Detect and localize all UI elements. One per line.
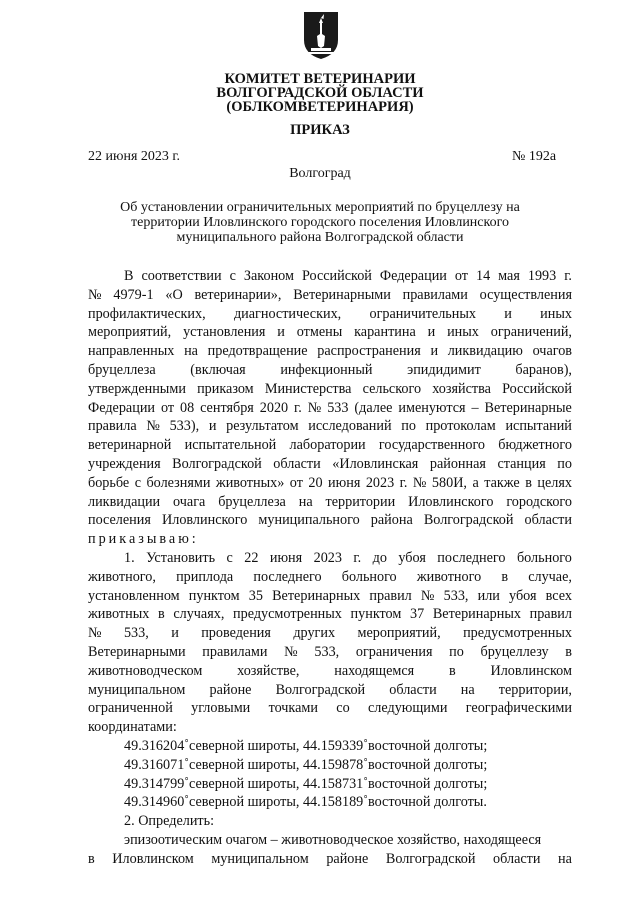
word: бруцеллезу [480,643,549,660]
word: муниципальном [211,850,309,867]
word: и [171,625,179,642]
word: точками [268,700,318,717]
word: г. [353,549,362,566]
word: эпидидимит [407,361,481,378]
word: ветеринарной [88,437,172,454]
word: исследований [308,418,392,435]
committee-abbreviation: (ОБЛКОМВЕТЕРИНАРИЯ) [226,99,414,115]
word: результатом [226,418,299,435]
word: угловыми [191,700,251,717]
word: а [472,474,479,491]
word: Иловлинского [162,512,248,529]
body-line [88,455,572,474]
word: «Иловлинская [332,455,419,472]
word: находящемся [334,662,415,679]
word: правила [88,418,137,435]
word: 14 [475,268,491,284]
word: Ветеринарными [88,643,186,660]
subject-line: Об установлении ограничительных мероприятий по бруцеллезу на [120,200,520,215]
coordinate-line: 49.316204˚северной широты, 44.159339˚восточной долготы; [124,737,488,754]
word: № [88,286,102,303]
body-line [88,643,572,662]
word: 08 [179,399,195,416]
document-title: ПРИКАЗ [290,122,350,138]
body-line [88,267,572,286]
body-line [88,323,572,342]
word: области [389,681,437,698]
word: в [525,474,532,491]
word: и [427,324,436,341]
word: бруцеллеза [88,361,156,378]
word: г. [564,268,572,284]
word: мая [498,268,520,284]
word: 2023 [313,549,342,566]
body-line: приказываю: [88,531,199,548]
word: иных [447,324,479,341]
word: 2020 [259,399,289,416]
word: ограничения [355,643,433,660]
body-line [88,436,572,455]
coat-of-arms-icon [302,10,340,60]
subject-line: муниципального района Волгоградской области [176,230,464,245]
word: районная [429,455,486,472]
word: № [146,418,160,435]
word: 2023 [365,474,395,491]
word: № [420,587,435,604]
word: с [134,474,141,491]
word: от [289,474,303,491]
word: В [124,268,134,284]
word: 533 [327,399,349,416]
word: Российской [301,268,372,284]
word: в [448,662,456,679]
body-line [88,549,572,568]
word: и [430,343,439,360]
body-line [88,681,572,700]
word: от [454,268,468,284]
word: именуются [398,399,466,416]
word: (включая [190,361,246,378]
body-line [88,361,572,380]
document-body [88,267,572,869]
word: карантина [354,324,416,341]
word: № [307,399,322,416]
word: Министерства [264,380,352,397]
word: Установить [146,549,216,566]
word: с [226,549,233,566]
word: иных [540,305,572,322]
word: Законом [243,268,294,284]
word: правилами [402,286,468,303]
word: ограничений, [490,324,572,341]
body-line [88,511,572,530]
body-line [88,850,572,869]
subject-line: территории Иловлинского городского поселения Иловлинского [131,215,509,230]
word: Ветеринарных [432,606,521,623]
word: ограниченной [88,700,173,717]
word: территории [325,493,396,510]
committee-name-line2: ВОЛГОГРАДСКОЙ ОБЛАСТИ [216,85,424,101]
word: больного [341,568,397,585]
body-line [88,624,572,643]
word: инфекционный [280,361,373,378]
word: правил [529,606,572,623]
body-line [88,493,572,512]
word: борьбе [88,474,130,491]
word: муниципального [258,512,360,529]
word: очагов [532,343,572,360]
body-line [88,568,572,587]
word: последнего [253,568,322,585]
word: Ветеринарными [293,286,391,303]
word: муниципальном [88,681,186,698]
body-line [88,286,572,305]
word: 580И, [431,474,467,491]
word: сентября [200,399,254,416]
word: других [293,625,336,642]
word: Ветеринарные [484,399,572,416]
body-line [88,305,572,324]
coordinate-line: 49.314960˚северной широты, 44.158189˚восточной долготы. [124,794,487,811]
word: 22 [244,549,259,566]
word: следующими [367,700,448,717]
word: г. [294,399,302,416]
word: проведения [201,625,271,642]
word: 37 [410,606,425,623]
document-date: 22 июня 2023 г. [88,149,181,164]
word: Волгоградской [423,512,514,529]
word: 1993 [527,268,557,284]
word: всех [545,587,572,604]
word: случаях, [173,606,225,623]
word: географическими [465,700,572,717]
word: Иловлинского [408,493,494,510]
word: Иловлинском [112,850,194,867]
word: области [273,455,321,472]
word: ликвидацию [447,343,523,360]
word: ликвидации [88,493,161,510]
word: животного, [88,568,156,585]
word: пунктом [188,587,240,604]
word: государственного [378,437,486,454]
body-line [88,399,572,418]
word: от [160,399,175,416]
word: 533, [443,587,469,604]
word: июня [328,474,361,491]
word: установленном [88,587,180,604]
body-line [88,587,572,606]
word: станция [497,455,546,472]
word: «О [165,286,183,303]
word: правил [369,587,412,604]
word: баранов), [515,361,572,378]
word: последнего [437,549,506,566]
word: на [184,343,198,360]
word: сельского [362,380,422,397]
word: в [88,850,95,867]
word: и [208,418,217,435]
word: в [157,606,165,623]
word: животного [416,568,482,585]
coordinate-line: 49.316071˚северной широты, 44.159878˚восточной долготы; [124,756,488,773]
word: июня [269,549,303,566]
word: случае, [528,568,572,585]
word: Волгоградской [172,455,262,472]
word: Волгоградской [385,850,476,867]
word: диагностических, [233,305,342,322]
word: предусмотренных [233,606,342,623]
word: поселения [88,512,151,529]
word: болезнями [146,474,211,491]
word: животных» [215,474,285,491]
word: приказом [197,380,254,397]
word: района [370,512,413,529]
word: лаборатории [289,437,366,454]
word: правилами [202,643,268,660]
word: 533), [169,418,200,435]
word: районе [209,681,252,698]
word: ветеринарии», [194,286,282,303]
word: соответствии [141,268,222,284]
word: целях [537,474,572,491]
word: хозяйстве, [237,662,300,679]
committee-name-line1: КОМИТЕТ ВЕТЕРИНАРИИ [224,71,416,87]
document-city: Волгоград [289,166,351,181]
body-line: 2. Определить: [124,813,215,830]
word: 533, [123,625,149,642]
word: 533, [314,643,340,660]
word: осуществления [479,286,572,303]
word: Иловлинском [490,662,572,679]
body-line [88,474,572,493]
word: животных [88,606,150,623]
document-number: № 192а [512,149,557,164]
word: животноводческом [88,662,203,679]
word: бюджетного [498,437,572,454]
word: пунктом [350,606,402,623]
word: № [412,474,427,491]
word: Ветеринарных [272,587,361,604]
body-line [88,605,572,624]
word: убоя [398,549,426,566]
word: испытаний [505,418,572,435]
word: со [336,700,350,717]
body-line [88,380,572,399]
word: 20 [308,474,323,491]
word: на [558,850,572,867]
word: учреждения [88,455,161,472]
word: и [277,324,285,341]
word: районе [326,850,369,867]
word: установления [183,324,266,341]
word: или [477,587,500,604]
word: по [449,643,464,660]
word: протоколам [425,418,496,435]
word: профилактических, [88,305,206,322]
body-line [88,699,572,718]
word: предотвращение [207,343,308,360]
word: также [484,474,520,491]
body-line: эпизоотическим очагом – животноводческое хозяйство, находящееся [124,831,542,848]
word: № [88,625,102,642]
word: испытательной [184,437,277,454]
word: очага [173,493,206,510]
word: на [298,493,313,510]
body-line [88,662,572,681]
word: в [565,643,572,660]
word: Волгоградской [275,681,366,698]
word: приплода [176,568,234,585]
word: 35 [248,587,263,604]
word: мероприятий, [88,324,172,341]
word: по [401,418,416,435]
word: 4979-1 [113,286,154,303]
word: распространения [317,343,421,360]
word: в [501,568,509,585]
word: и [504,305,512,322]
coordinate-line: 49.314799˚северной широты, 44.158731˚восточной долготы; [124,775,488,792]
word: Российской [502,380,572,397]
word: на [460,681,475,698]
word: направленных [88,343,175,360]
word: ограничительных [369,305,476,322]
word: отмены [296,324,343,341]
word: области [524,512,572,529]
word: № [284,643,298,660]
word: убоя [509,587,537,604]
word: бруцеллеза [218,493,286,510]
word: Федерации [379,268,447,284]
body-line [88,342,572,361]
word: утвержденными [88,380,186,397]
word: территории, [498,681,572,698]
body-line [88,417,572,436]
word: до [372,549,387,566]
word: области [493,850,541,867]
word: – [471,399,479,416]
word: по [557,455,572,472]
word: предусмотренных [463,625,572,642]
word: 1. [124,549,135,566]
word: больного [516,549,572,566]
word: мероприятий, [357,625,441,642]
word: хозяйства [432,380,491,397]
word: городского [506,493,572,510]
word: Федерации [88,399,156,416]
body-line: координатами: [88,719,177,736]
word: с [229,268,236,284]
word: г. [399,474,408,491]
word: (далее [354,399,393,416]
